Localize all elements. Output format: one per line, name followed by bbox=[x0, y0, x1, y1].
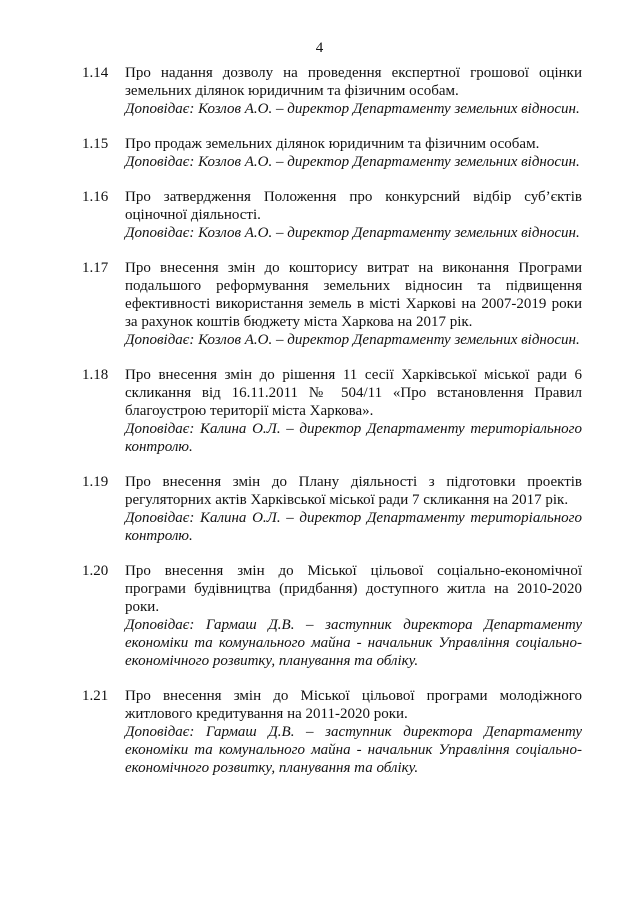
page-number: 4 bbox=[315, 40, 324, 56]
item-body bbox=[125, 473, 582, 545]
item-body bbox=[125, 64, 582, 118]
item-title: Про внесення змін до Міської цільової соціально-економічної програми будівництва (придбання) доступного житла на 2010-2020 роки. bbox=[125, 563, 582, 615]
agenda-item bbox=[82, 64, 582, 118]
item-body bbox=[125, 687, 582, 777]
item-number: 1.15 bbox=[82, 136, 109, 152]
item-body bbox=[125, 366, 582, 456]
agenda-item bbox=[82, 188, 582, 242]
item-number: 1.18 bbox=[82, 367, 109, 383]
item-number: 1.14 bbox=[82, 65, 109, 81]
agenda-item bbox=[82, 259, 582, 349]
item-number: 1.17 bbox=[82, 260, 109, 276]
item-title: Про внесення змін до рішення 11 сесії Харківської міської ради 6 скликання від 16.11.2011 № 504/11 «Про встановлення Правил благоустрою території міста Харкова». bbox=[125, 367, 582, 419]
item-speaker: Доповідає: Калина О.Л. – директор Департаменту територіального контролю. bbox=[125, 510, 582, 544]
agenda-item bbox=[82, 366, 582, 456]
item-title: Про затвердження Положення про конкурсний відбір суб’єктів оціночної діяльності. bbox=[125, 189, 582, 223]
agenda-item bbox=[82, 135, 582, 171]
item-body bbox=[125, 188, 582, 242]
item-speaker: Доповідає: Гармаш Д.В. – заступник директора Департаменту економіки та комунального майна - начальник Управління соціально-економічного розвитку, планування та обліку. bbox=[125, 617, 582, 669]
item-speaker: Доповідає: Гармаш Д.В. – заступник директора Департаменту економіки та комунального майна - начальник Управління соціально-економічного розвитку, планування та обліку. bbox=[125, 724, 582, 776]
item-body bbox=[125, 562, 582, 670]
item-speaker: Доповідає: Калина О.Л. – директор Департаменту територіального контролю. bbox=[125, 421, 582, 455]
item-speaker: Доповідає: Козлов А.О. – директор Департаменту земельних відносин. bbox=[125, 101, 580, 117]
item-speaker: Доповідає: Козлов А.О. – директор Департаменту земельних відносин. bbox=[125, 225, 580, 241]
item-title: Про продаж земельних ділянок юридичним та фізичним особам. bbox=[125, 136, 540, 152]
item-number: 1.20 bbox=[82, 563, 109, 579]
item-body bbox=[125, 135, 582, 171]
item-title: Про внесення змін до Міської цільової програми молодіжного житлового кредитування на 2011-2020 роки. bbox=[125, 688, 582, 722]
item-title: Про внесення змін до кошторису витрат на виконання Програми подальшого реформування земельних відносин та підвищення ефективності використання земель в місті Харкові на 2007-2019 роки за рахунок коштів бюджету міста Харкова на 2017 рік. bbox=[125, 260, 582, 330]
agenda-item bbox=[82, 562, 582, 670]
item-body bbox=[125, 259, 582, 349]
item-title: Про внесення змін до Плану діяльності з підготовки проектів регуляторних актів Харківської міської ради 7 скликання на 2017 рік. bbox=[125, 474, 582, 508]
item-number: 1.19 bbox=[82, 474, 109, 490]
agenda-item bbox=[82, 687, 582, 777]
agenda-list bbox=[82, 64, 582, 794]
agenda-item bbox=[82, 473, 582, 545]
item-number: 1.16 bbox=[82, 189, 109, 205]
item-number: 1.21 bbox=[82, 688, 109, 704]
item-speaker: Доповідає: Козлов А.О. – директор Департаменту земельних відносин. bbox=[125, 332, 580, 348]
item-speaker: Доповідає: Козлов А.О. – директор Департаменту земельних відносин. bbox=[125, 154, 580, 170]
item-title: Про надання дозволу на проведення експертної грошової оцінки земельних ділянок юридичним та фізичним особам. bbox=[125, 65, 582, 99]
